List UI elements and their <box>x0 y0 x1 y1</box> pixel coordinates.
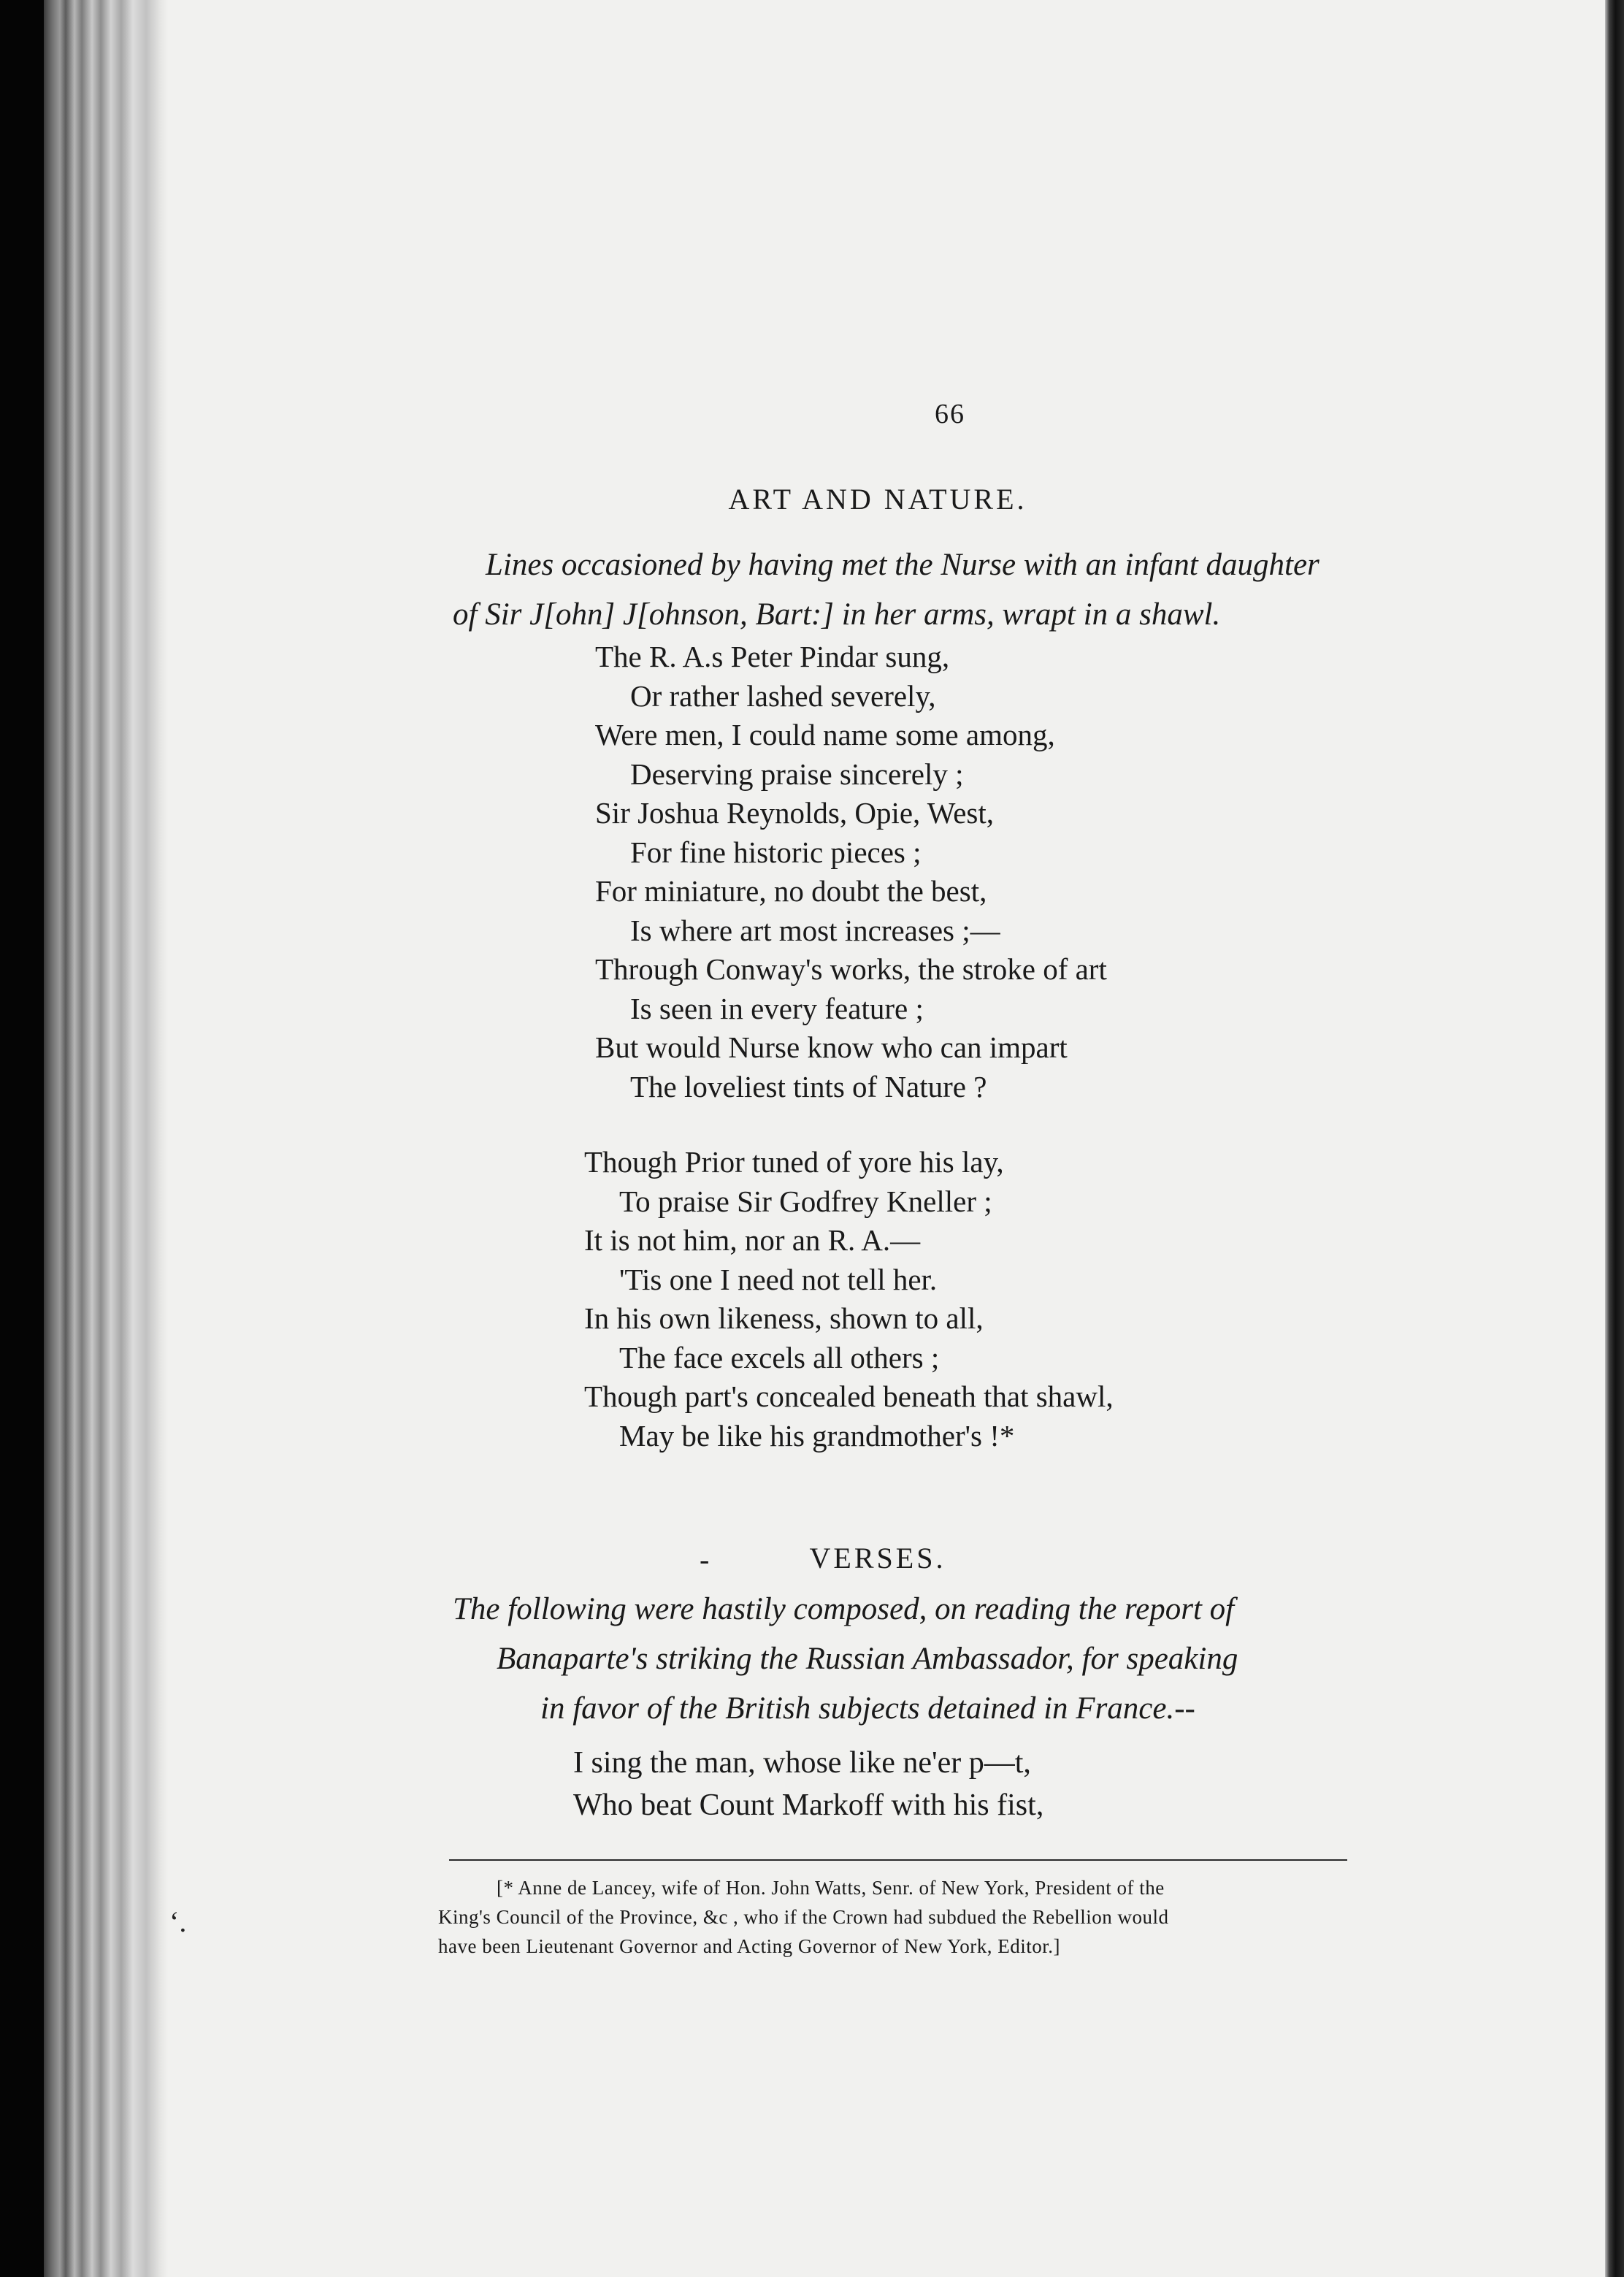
intro-line: of Sir J[ohn] J[ohnson, Bart:] in her arms, wrapt in a shawl. <box>453 597 1221 632</box>
footnote <box>438 1873 1373 1961</box>
stray-dash: - <box>700 1543 710 1576</box>
stanza-2 <box>584 1143 1114 1455</box>
verse-line: The face excels all others ; <box>619 1340 940 1374</box>
verse-line: But would Nurse know who can impart <box>595 1030 1068 1064</box>
verse-line: Is where art most increases ;— <box>630 913 1000 947</box>
verse-line: Through Conway's works, the stroke of art <box>595 952 1107 986</box>
intro-line: Lines occasioned by having met the Nurse with an infant daughter <box>486 548 1320 582</box>
verse-line: Who beat Count Markoff with his fist, <box>573 1788 1044 1822</box>
verse-line: Is seen in every feature ; <box>630 991 924 1025</box>
verse-line: 'Tis one I need not tell her. <box>619 1262 938 1296</box>
poem-title-verses: VERSES. <box>809 1542 946 1574</box>
verse-line: For fine historic pieces ; <box>630 835 922 869</box>
footnote-line: [* Anne de Lancey, wife of Hon. John Watts, Senr. of New York, President of the <box>497 1877 1165 1899</box>
page-edge <box>1605 0 1624 2277</box>
verse-line: I sing the man, whose like ne'er p—t, <box>573 1746 1031 1780</box>
book-gutter <box>44 0 168 2277</box>
verse-line: Though part's concealed beneath that shawl, <box>584 1379 1114 1413</box>
poem-title-art-and-nature: ART AND NATURE. <box>728 483 1027 516</box>
verse-line: It is not him, nor an R. A.— <box>584 1223 921 1257</box>
stanza-1 <box>595 638 1107 1106</box>
footnote-line: have been Lieutenant Governor and Acting Governor of New York, Editor.] <box>438 1935 1061 1957</box>
verse-line: Or rather lashed severely, <box>630 678 936 713</box>
verse-line: Though Prior tuned of yore his lay, <box>584 1145 1004 1179</box>
scan-margin <box>0 0 44 2277</box>
poem-intro-verses <box>453 1585 1238 1734</box>
intro-line: in favor of the British subjects detained in France.-- <box>540 1691 1195 1726</box>
verse-line: To praise Sir Godfrey Kneller ; <box>619 1184 992 1218</box>
verse-line: For miniature, no doubt the best, <box>595 874 987 908</box>
footnote-line: King's Council of the Province, &c , who if the Crown had subdued the Rebellion would <box>438 1906 1169 1928</box>
verse-line: Sir Joshua Reynolds, Opie, West, <box>595 796 995 830</box>
footnote-rule <box>449 1859 1347 1861</box>
page-number: 66 <box>935 399 965 429</box>
verses-lines <box>573 1742 1043 1826</box>
verse-line: The loveliest tints of Nature ? <box>630 1069 987 1103</box>
stray-mark: ʻ. <box>169 1905 187 1938</box>
intro-line: The following were hastily composed, on reading the report of <box>453 1592 1235 1626</box>
verse-line: Deserving praise sincerely ; <box>630 757 964 791</box>
verse-line: The R. A.s Peter Pindar sung, <box>595 640 950 673</box>
verse-line: May be like his grandmother's !* <box>619 1418 1015 1453</box>
poem-intro-art-and-nature <box>453 540 1320 640</box>
verse-line: Were men, I could name some among, <box>595 718 1055 751</box>
verse-line: In his own likeness, shown to all, <box>584 1301 984 1335</box>
intro-line: Banaparte's striking the Russian Ambassador, for speaking <box>497 1642 1238 1676</box>
